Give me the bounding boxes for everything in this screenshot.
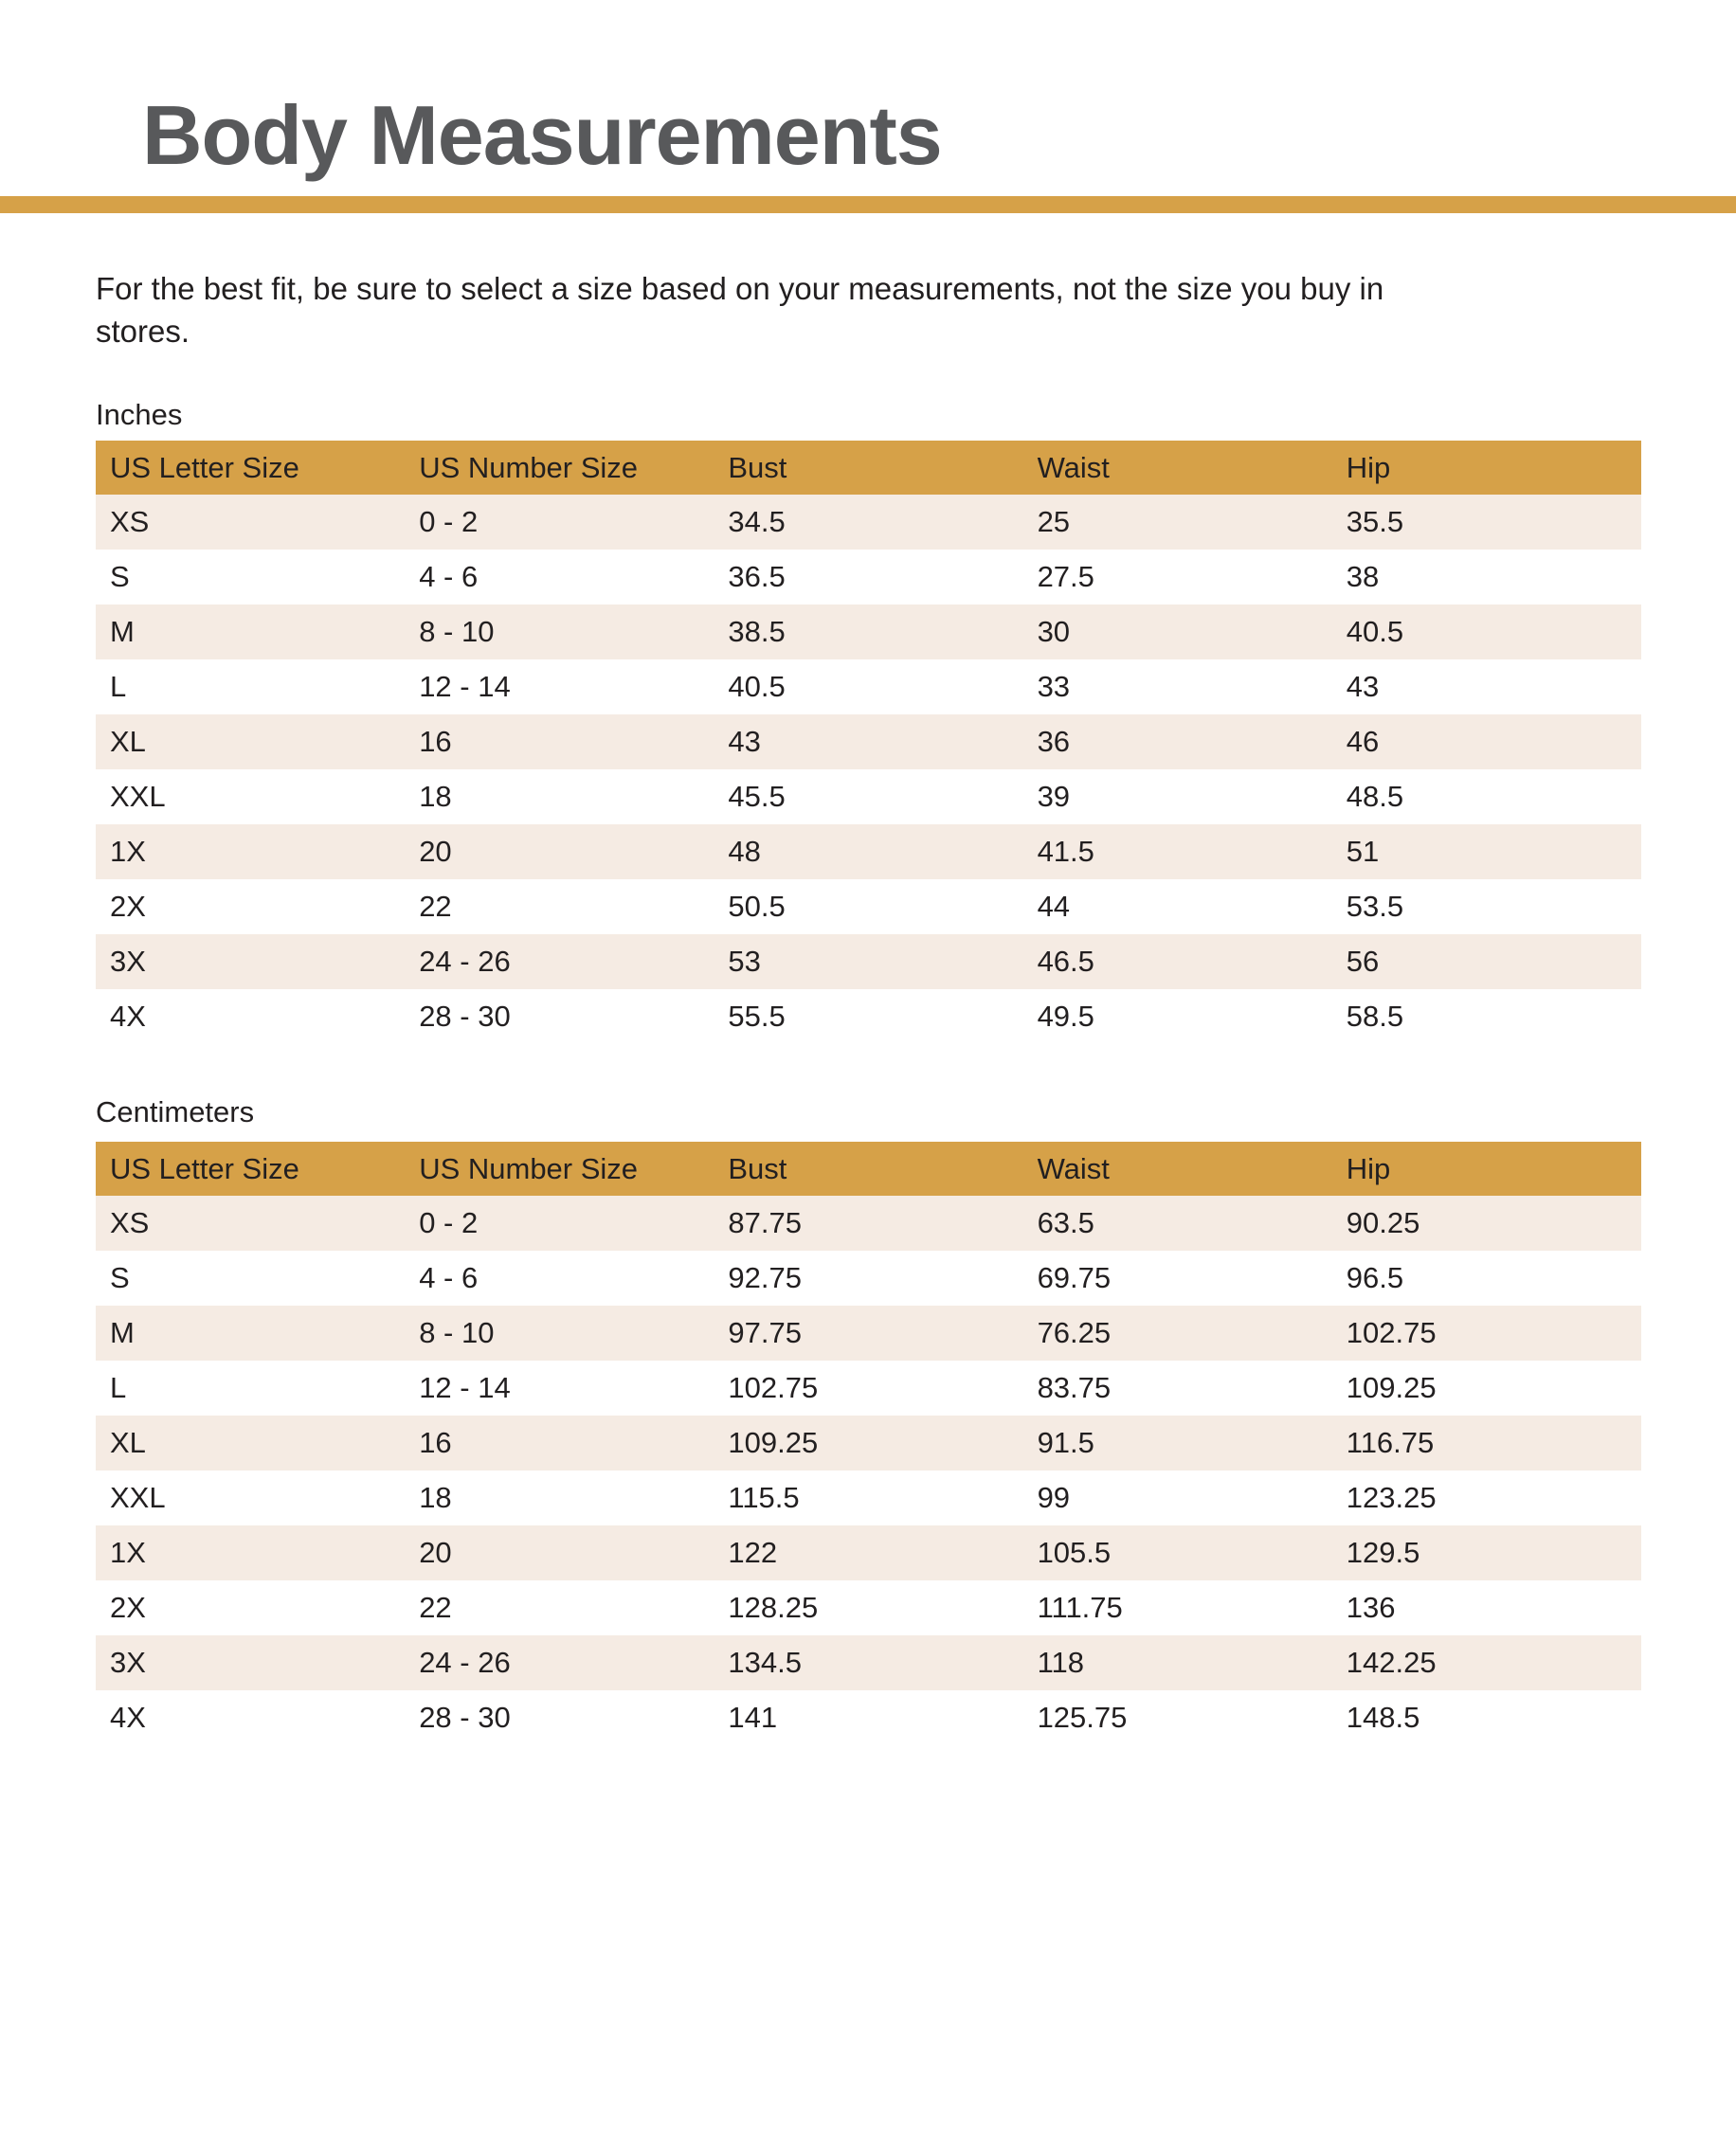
cell-us-number-size: 28 - 30 <box>419 1701 511 1734</box>
cell-waist: 63.5 <box>1037 1206 1094 1239</box>
cell-waist: 30 <box>1037 615 1071 648</box>
cell-waist: 25 <box>1037 505 1071 538</box>
cell-us-number-size: 8 - 10 <box>419 615 495 648</box>
centimeters-size-table <box>96 1142 1641 1745</box>
inches-size-table <box>96 441 1641 1044</box>
cell-us-letter-size: XL <box>110 725 146 758</box>
cell-us-letter-size: 1X <box>110 1536 146 1569</box>
table-row <box>96 934 1641 989</box>
cell-us-letter-size: L <box>110 1371 127 1404</box>
cell-hip: 43 <box>1346 670 1380 703</box>
column-header-us-letter-size: US Letter Size <box>96 441 405 495</box>
cell-waist: 44 <box>1037 890 1071 923</box>
cell-hip: 123.25 <box>1346 1481 1437 1514</box>
cell-hip: 136 <box>1346 1591 1396 1624</box>
cell-us-letter-size: M <box>110 1316 135 1349</box>
table-row <box>96 989 1641 1044</box>
cell-us-letter-size: 2X <box>110 890 146 923</box>
section-label-centimeters: Centimeters <box>96 1095 255 1128</box>
table-row <box>96 824 1641 879</box>
table-row <box>96 879 1641 934</box>
table-row <box>96 550 1641 604</box>
table-row <box>96 1525 1641 1580</box>
cell-us-number-size: 18 <box>419 1481 452 1514</box>
cell-waist: 76.25 <box>1037 1316 1112 1349</box>
cell-us-letter-size: XS <box>110 1206 150 1239</box>
table-row <box>96 714 1641 769</box>
cell-us-letter-size: 1X <box>110 835 146 868</box>
cell-hip: 56 <box>1346 945 1380 978</box>
accent-divider-bar <box>0 196 1736 213</box>
cell-hip: 90.25 <box>1346 1206 1420 1239</box>
table-header-row <box>96 1142 1641 1196</box>
cell-us-letter-size: XS <box>110 505 150 538</box>
table-row <box>96 1196 1641 1251</box>
cell-bust: 45.5 <box>728 780 786 813</box>
cell-bust: 34.5 <box>728 505 786 538</box>
cell-us-number-size: 24 - 26 <box>419 945 511 978</box>
table-row <box>96 659 1641 714</box>
cell-bust: 97.75 <box>728 1316 802 1349</box>
cell-waist: 27.5 <box>1037 560 1094 593</box>
column-header-us-number-size: US Number Size <box>405 1142 714 1196</box>
cell-bust: 38.5 <box>728 615 786 648</box>
table-row <box>96 1416 1641 1470</box>
cell-hip: 48.5 <box>1346 780 1404 813</box>
column-header-bust: Bust <box>714 441 1022 495</box>
cell-us-number-size: 4 - 6 <box>419 1261 479 1294</box>
cell-hip: 35.5 <box>1346 505 1404 538</box>
table-row <box>96 1580 1641 1635</box>
cell-us-letter-size: 2X <box>110 1591 146 1624</box>
column-header-hip: Hip <box>1332 1142 1641 1196</box>
table-head <box>96 441 1641 495</box>
inches-section <box>96 397 1641 1044</box>
page-content <box>0 267 1736 1745</box>
intro-text-line: stores. <box>96 314 190 349</box>
centimeters-section <box>96 1094 1641 1745</box>
intro-text <box>96 267 1641 352</box>
cell-hip: 38 <box>1346 560 1380 593</box>
table-row <box>96 1251 1641 1306</box>
cell-us-letter-size: 4X <box>110 1000 146 1033</box>
cell-waist: 69.75 <box>1037 1261 1112 1294</box>
cell-hip: 109.25 <box>1346 1371 1437 1404</box>
cell-bust: 40.5 <box>728 670 786 703</box>
cell-us-number-size: 12 - 14 <box>419 1371 511 1404</box>
table-head <box>96 1142 1641 1196</box>
cell-waist: 36 <box>1037 725 1071 758</box>
table-row <box>96 604 1641 659</box>
cell-us-letter-size: M <box>110 615 135 648</box>
cell-bust: 43 <box>728 725 761 758</box>
cell-waist: 91.5 <box>1037 1426 1094 1459</box>
cell-waist: 33 <box>1037 670 1071 703</box>
table-row <box>96 1306 1641 1361</box>
column-header-hip: Hip <box>1332 441 1641 495</box>
cell-waist: 49.5 <box>1037 1000 1094 1033</box>
cell-us-letter-size: S <box>110 1261 130 1294</box>
cell-us-number-size: 0 - 2 <box>419 1206 479 1239</box>
page-title: Body Measurements <box>142 88 942 182</box>
cell-hip: 40.5 <box>1346 615 1404 648</box>
cell-us-letter-size: 4X <box>110 1701 146 1734</box>
column-header-us-letter-size: US Letter Size <box>96 1142 405 1196</box>
cell-waist: 39 <box>1037 780 1071 813</box>
cell-us-letter-size: L <box>110 670 127 703</box>
cell-us-letter-size: XXL <box>110 1481 166 1514</box>
cell-us-number-size: 20 <box>419 835 452 868</box>
cell-waist: 46.5 <box>1037 945 1094 978</box>
cell-hip: 102.75 <box>1346 1316 1437 1349</box>
table-header-row <box>96 441 1641 495</box>
cell-bust: 50.5 <box>728 890 786 923</box>
cell-waist: 111.75 <box>1037 1591 1123 1624</box>
cell-bust: 53 <box>728 945 761 978</box>
cell-waist: 105.5 <box>1037 1536 1112 1569</box>
cell-us-number-size: 0 - 2 <box>419 505 479 538</box>
cell-bust: 48 <box>728 835 761 868</box>
cell-hip: 58.5 <box>1346 1000 1404 1033</box>
column-header-us-number-size: US Number Size <box>405 441 714 495</box>
cell-us-letter-size: 3X <box>110 945 146 978</box>
cell-waist: 118 <box>1037 1646 1084 1679</box>
intro-text-line: For the best fit, be sure to select a size based on your measurements, not the size you buy in <box>96 271 1384 306</box>
table-row <box>96 1470 1641 1525</box>
cell-bust: 141 <box>728 1701 778 1734</box>
cell-bust: 115.5 <box>728 1481 800 1514</box>
cell-bust: 128.25 <box>728 1591 819 1624</box>
cell-us-letter-size: XXL <box>110 780 166 813</box>
cell-bust: 109.25 <box>728 1426 819 1459</box>
cell-us-letter-size: XL <box>110 1426 146 1459</box>
cell-us-number-size: 16 <box>419 725 452 758</box>
cell-waist: 83.75 <box>1037 1371 1112 1404</box>
cell-us-number-size: 22 <box>419 890 452 923</box>
cell-hip: 96.5 <box>1346 1261 1404 1294</box>
cell-bust: 102.75 <box>728 1371 819 1404</box>
cell-bust: 87.75 <box>728 1206 802 1239</box>
cell-us-number-size: 16 <box>419 1426 452 1459</box>
cell-hip: 116.75 <box>1346 1426 1435 1459</box>
cell-bust: 122 <box>728 1536 778 1569</box>
section-label-inches: Inches <box>96 398 183 431</box>
cell-us-number-size: 28 - 30 <box>419 1000 511 1033</box>
cell-us-letter-size: 3X <box>110 1646 146 1679</box>
cell-hip: 148.5 <box>1346 1701 1420 1734</box>
cell-bust: 92.75 <box>728 1261 802 1294</box>
table-body <box>96 1196 1641 1745</box>
cell-us-number-size: 8 - 10 <box>419 1316 495 1349</box>
cell-bust: 55.5 <box>728 1000 786 1033</box>
column-header-waist: Waist <box>1023 1142 1332 1196</box>
cell-waist: 99 <box>1037 1481 1071 1514</box>
cell-us-number-size: 12 - 14 <box>419 670 511 703</box>
cell-bust: 36.5 <box>728 560 786 593</box>
cell-us-number-size: 20 <box>419 1536 452 1569</box>
cell-bust: 134.5 <box>728 1646 802 1679</box>
cell-waist: 41.5 <box>1037 835 1094 868</box>
cell-us-number-size: 18 <box>419 780 452 813</box>
cell-us-number-size: 22 <box>419 1591 452 1624</box>
cell-hip: 51 <box>1346 835 1380 868</box>
cell-waist: 125.75 <box>1037 1701 1128 1734</box>
cell-us-number-size: 4 - 6 <box>419 560 479 593</box>
table-row <box>96 1690 1641 1745</box>
cell-hip: 46 <box>1346 725 1380 758</box>
table-row <box>96 1361 1641 1416</box>
table-row <box>96 1635 1641 1690</box>
table-body <box>96 495 1641 1044</box>
cell-hip: 129.5 <box>1346 1536 1420 1569</box>
column-header-bust: Bust <box>714 1142 1022 1196</box>
cell-hip: 142.25 <box>1346 1646 1437 1679</box>
table-row <box>96 769 1641 824</box>
cell-hip: 53.5 <box>1346 890 1404 923</box>
table-row <box>96 495 1641 550</box>
cell-us-number-size: 24 - 26 <box>419 1646 511 1679</box>
cell-us-letter-size: S <box>110 560 130 593</box>
column-header-waist: Waist <box>1023 441 1332 495</box>
